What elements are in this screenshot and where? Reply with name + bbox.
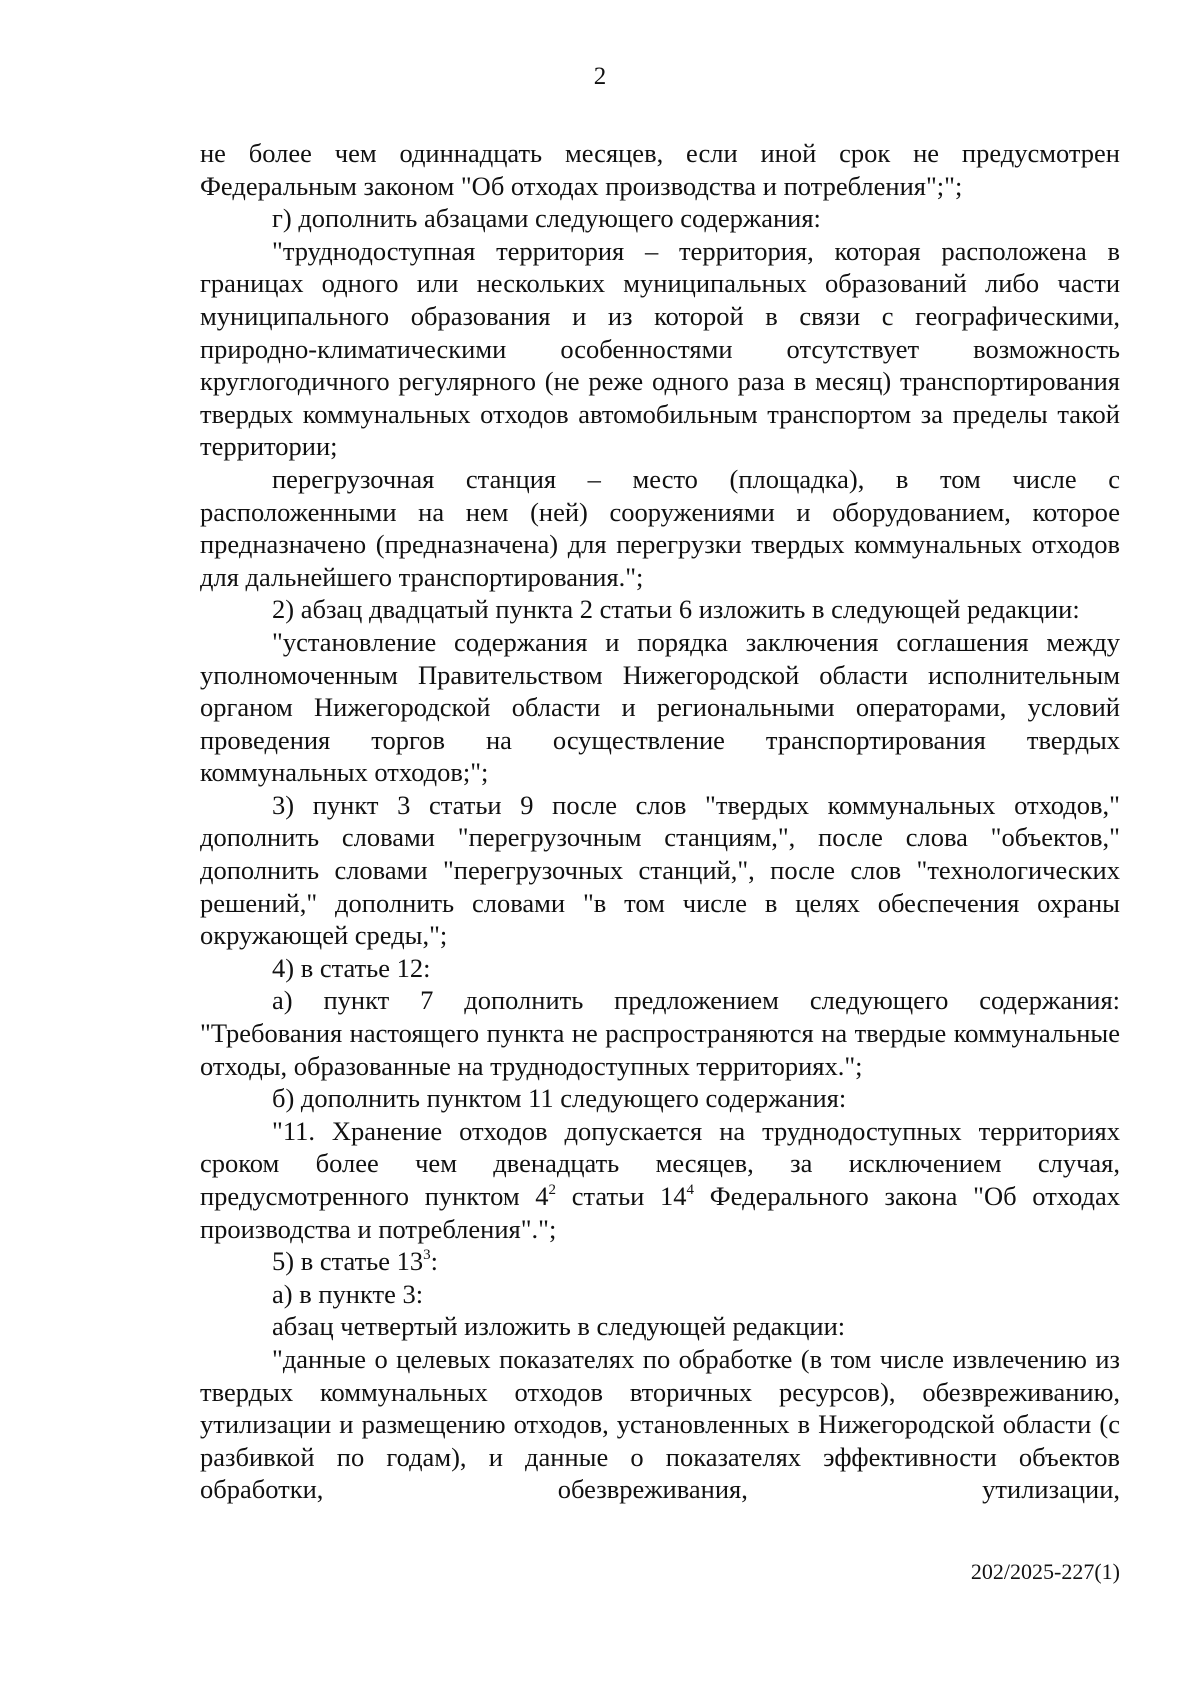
page-number: 2 xyxy=(593,63,607,90)
paragraph: "данные о целевых показателях по обработке (в том числе извлечению из твердых коммунальных отходов вторичных ресурсов), обезвреживанию, утилизации и размещению отходов, установленных в Нижегородской области (с разбивкой по годам), и данные о показателях эффективности объектов обработки, обезвреживания, утилизации, xyxy=(200,1343,1120,1505)
document-code: 202/2025-227(1) xyxy=(970,1559,1120,1584)
superscript: 2 xyxy=(548,1182,557,1198)
paragraph: а) в пункте 3: xyxy=(272,1278,424,1309)
superscript: 4 xyxy=(686,1182,695,1198)
paragraph: 3) пункт 3 статьи 9 после слов "твердых коммунальных отходов," дополнить словами "перегрузочным станциям,", после слова "объектов," дополнить словами "перегрузочных станций,", после слов "технологических решений," дополнить словами "в том числе в целях обеспечения охраны окружающей среды,"; xyxy=(200,789,1120,951)
paragraph: 4) в статье 12: xyxy=(272,952,431,983)
paragraph-text: статьи 14 xyxy=(556,1181,687,1211)
paragraph xyxy=(200,1115,1120,1245)
paragraph: б) дополнить пунктом 11 следующего содержания: xyxy=(272,1083,847,1114)
paragraph: перегрузочная станция – место (площадка), в том числе с расположенными на нем (ней) сооружениями и оборудованием, которое предназначено (предназначена) для перегрузки твердых коммунальных отходов для дальнейшего транспортирования."; xyxy=(200,463,1120,592)
paragraph: г) дополнить абзацами следующего содержания: xyxy=(272,203,821,234)
paragraph: 2) абзац двадцатый пункта 2 статьи 6 изложить в следующей редакции: xyxy=(272,594,1080,625)
paragraph-text: Федерального закона "Об отходах производства и потребления"."; xyxy=(200,1181,1120,1244)
paragraph: а) пункт 7 дополнить предложением следующего содержания: "Требования настоящего пункта не распространяются на твердые коммунальные отходы, образованные на труднодоступных территориях."; xyxy=(200,985,1120,1081)
paragraph: "установление содержания и порядка заключения соглашения между уполномоченным Правительством Нижегородской области исполнительным органом Нижегородской области и региональными операторами, условий проведения торгов на осуществление транспортирования твердых коммунальных отходов;"; xyxy=(200,626,1120,788)
paragraph xyxy=(200,1245,1120,1278)
document-body xyxy=(200,137,1120,1506)
paragraph-text: : xyxy=(430,1246,439,1277)
superscript: 3 xyxy=(423,1247,431,1264)
paragraph-text: "11. Хранение отходов допускается на труднодоступных территориях сроком более чем двенадцать месяцев, за исключением случая, предусмотренного пунктом 4 xyxy=(200,1115,1120,1211)
paragraph: не более чем одиннадцать месяцев, если иной срок не предусмотрен Федеральным законом "Об отходах производства и потребления";"; xyxy=(200,138,1120,201)
paragraph: абзац четвертый изложить в следующей редакции: xyxy=(272,1311,846,1342)
paragraph: "труднодоступная территория – территория, которая расположена в границах одного или нескольких муниципальных образований либо части муниципального образования и из которой в связи с географическими, природно-климатическими особенностями отсутствует возможность круглогодичного регулярного (не реже одного раза в месяц) транспортирования твердых коммунальных отходов автомобильным транспортом за пределы такой территории; xyxy=(200,235,1120,462)
paragraph-text: 5) в статье 13 xyxy=(272,1246,424,1277)
